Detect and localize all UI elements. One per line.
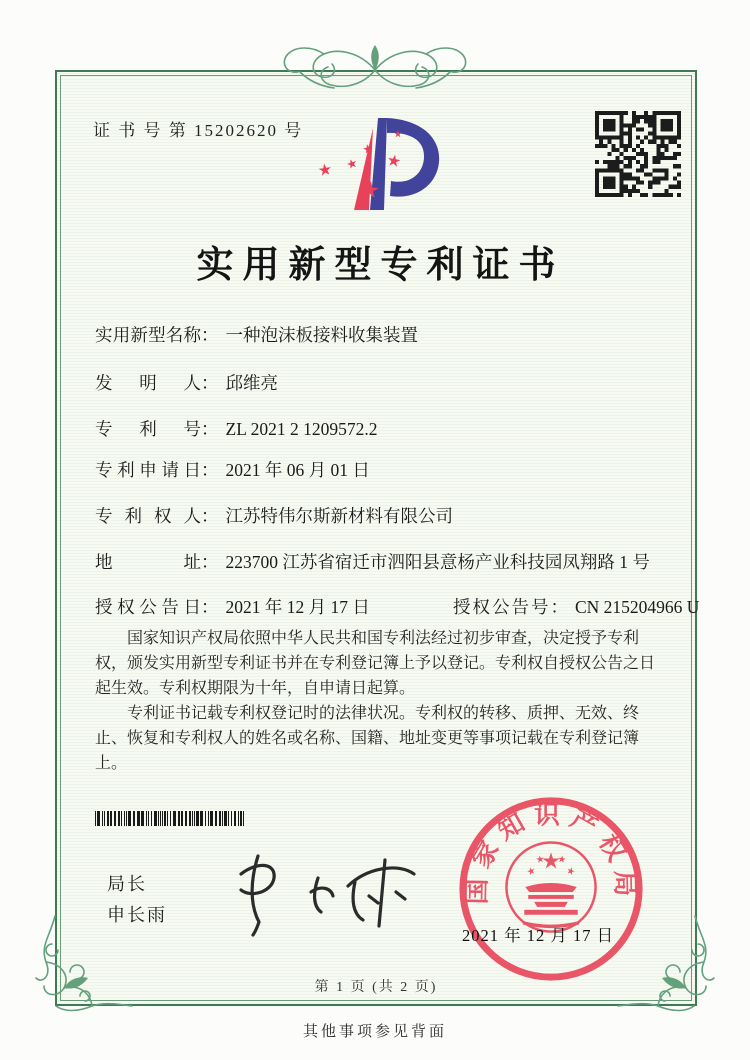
field-row-patent-number (95, 416, 657, 441)
back-side-note: 其他事项参见背面 (302, 1024, 447, 1040)
field-row-address (95, 549, 657, 574)
barcode (95, 811, 247, 826)
signer-title: 局长 (107, 874, 147, 894)
legal-paragraph-1: 国家知识产权局依照中华人民共和国专利法经过初步审查，决定授予专利权，颁发实用新型专利证书并在专利登记簿上予以登记。专利权自授权公告之日起生效。专利权期限为十年，自申请日起算。 (95, 630, 656, 697)
field-label: 专利号 (95, 419, 201, 439)
field-row-inventor (95, 370, 657, 395)
field-colon: ： (201, 506, 219, 526)
field-label: 专利申请日 (95, 460, 201, 480)
field-label: 专利权人 (95, 506, 201, 526)
field-value: 2021 年 06 月 01 日 (225, 460, 370, 480)
field-label: 授权公告日 (95, 597, 201, 617)
field-value: CN 215204966 U (575, 597, 700, 617)
field-colon: ： (201, 552, 219, 572)
field-label: 地址 (95, 552, 201, 572)
field-row-grant-date (95, 594, 700, 619)
field-label: 授权公告号 (453, 597, 551, 617)
legal-paragraph-2: 专利证书记载专利权登记时的法律状况。专利权的转移、质押、无效、终止、恢复和专利权人的姓名或名称、国籍、地址变更等事项记载在专利登记簿上。 (95, 705, 640, 772)
signer-name: 申长雨 (107, 905, 167, 925)
signer-block (107, 869, 167, 931)
field-value: 一种泡沫板接料收集装置 (225, 325, 418, 345)
cnipa-logo-icon (298, 106, 460, 224)
legal-text (95, 626, 661, 776)
field-colon: ： (201, 419, 219, 439)
field-row-filing-date (95, 457, 657, 482)
field-colon: ： (201, 373, 219, 393)
field-colon: ： (550, 597, 568, 617)
seal-date: 2021 年 12 月 17 日 (462, 926, 615, 945)
handwritten-signature (213, 848, 433, 940)
field-label: 发明人 (95, 373, 201, 393)
field-value: 江苏特伟尔斯新材料有限公司 (225, 506, 453, 526)
field-row-patentee (95, 503, 657, 528)
field-value: 邱维亮 (225, 373, 278, 393)
bottom-left-flourish (30, 916, 134, 1020)
qr-code (595, 111, 681, 197)
field-colon: ： (201, 325, 219, 345)
official-seal (452, 790, 650, 988)
field-colon: ： (201, 597, 219, 617)
field-label: 实用新型名称 (95, 325, 201, 345)
seal-ring-text: 国家知识产权局 (462, 800, 640, 905)
national-emblem-icon (506, 842, 595, 931)
page-number: 第 1 页 (共 2 页) (314, 980, 438, 995)
certificate-number: 证 书 号 第 15202620 号 (93, 121, 304, 140)
top-flourish-ornament (260, 44, 490, 96)
field-value: ZL 2021 2 1209572.2 (225, 419, 378, 439)
field-colon: ： (201, 460, 219, 480)
certificate-title: 实用新型专利证书 (196, 245, 565, 286)
field-grant-number (453, 594, 699, 619)
field-value: 223700 江苏省宿迁市泗阳县意杨产业科技园凤翔路 1 号 (225, 552, 650, 572)
field-row-name (95, 322, 657, 347)
field-value: 2021 年 12 月 17 日 (225, 597, 370, 617)
